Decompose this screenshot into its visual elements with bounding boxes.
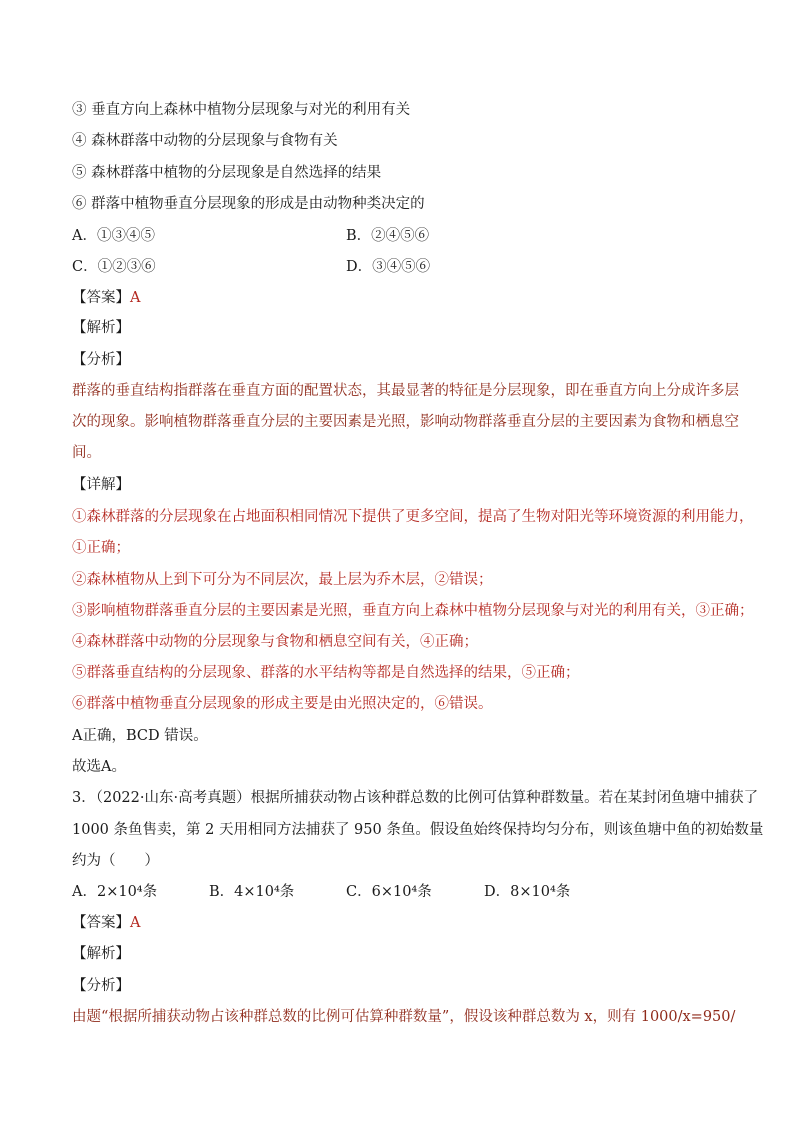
q2-detail-line-6: ⑤群落垂直结构的分层现象、群落的水平结构等都是自然选择的结果，⑤正确；	[72, 665, 580, 681]
q3-answer-label: 【答案】	[72, 915, 130, 931]
q3-question-line-2: 1000 条鱼售卖，第 2 天用相同方法捕获了 950 条鱼。假设鱼始终保持均匀分布，则该鱼塘中鱼的初始数量	[72, 822, 764, 838]
q3-option-d: D．8×10⁴条	[484, 884, 571, 900]
q3-fenxi-label: 【分析】	[72, 978, 130, 994]
q2-answer	[72, 288, 140, 308]
q2-option-c: C．①②③⑥	[72, 259, 156, 275]
q2-detail-line-4: ③影响植物群落垂直分层的主要因素是光照，垂直方向上森林中植物分层现象与对光的利用有关，③正确；	[72, 603, 754, 619]
statement-5: ⑤ 森林群落中植物的分层现象是自然选择的结果	[72, 165, 382, 181]
q3-fenxi-line-1: 由题“根据所捕获动物占该种群总数的比例可估算种群数量”，假设该种群总数为 x，则有 1000/x=950/	[72, 1009, 736, 1025]
q3-answer-value: A	[130, 915, 141, 931]
q2-fenxi-label: 【分析】	[72, 352, 130, 368]
q2-option-d: D．③④⑤⑥	[346, 259, 431, 275]
q3-question-line-3: 约为（ ）	[72, 853, 159, 869]
statement-6: ⑥ 群落中植物垂直分层现象的形成是由动物种类决定的	[72, 196, 425, 212]
q2-detail-line-2: ①正确；	[72, 540, 130, 556]
q2-detail-line-7: ⑥群落中植物垂直分层现象的形成主要是由光照决定的，⑥错误。	[72, 696, 493, 712]
q2-choose: 故选A。	[72, 759, 126, 775]
q3-option-c: C．6×10⁴条	[346, 884, 432, 900]
q3-answer	[72, 913, 140, 933]
statement-4: ④ 森林群落中动物的分层现象与食物有关	[72, 133, 338, 149]
q2-fenxi-line-1: 群落的垂直结构指群落在垂直方面的配置状态，其最显著的特征是分层现象，即在垂直方向上分成许多层	[72, 383, 739, 399]
q3-option-a: A．2×10⁴条	[72, 884, 158, 900]
q2-detail-line-1: ①森林群落的分层现象在占地面积相同情况下提供了更多空间，提高了生物对阳光等环境资源的利用能力，	[72, 509, 754, 525]
q3-option-b: B．4×10⁴条	[209, 884, 295, 900]
q2-detail-label: 【详解】	[72, 477, 130, 493]
q3-analysis-label: 【解析】	[72, 946, 130, 962]
q2-detail-line-5: ④森林群落中动物的分层现象与食物和栖息空间有关，④正确；	[72, 634, 478, 650]
q2-option-a: A．①③④⑤	[72, 228, 155, 244]
q2-fenxi-line-3: 间。	[72, 445, 101, 461]
q2-option-b: B．②④⑤⑥	[346, 228, 430, 244]
q2-answer-value: A	[130, 290, 141, 306]
q2-analysis-label: 【解析】	[72, 320, 130, 336]
q3-question-line-1: 3．（2022·山东·高考真题）根据所捕获动物占该种群总数的比例可估算种群数量。若在某封闭鱼塘中捕获了	[72, 790, 759, 806]
q2-conclusion: A正确，BCD 错误。	[72, 728, 208, 744]
q2-detail-line-3: ②森林植物从上到下可分为不同层次，最上层为乔木层，②错误；	[72, 572, 493, 588]
q2-fenxi-line-2: 次的现象。影响植物群落垂直分层的主要因素是光照，影响动物群落垂直分层的主要因素为食物和栖息空	[72, 414, 739, 430]
q2-answer-label: 【答案】	[72, 290, 130, 306]
statement-3: ③ 垂直方向上森林中植物分层现象与对光的利用有关	[72, 102, 411, 118]
